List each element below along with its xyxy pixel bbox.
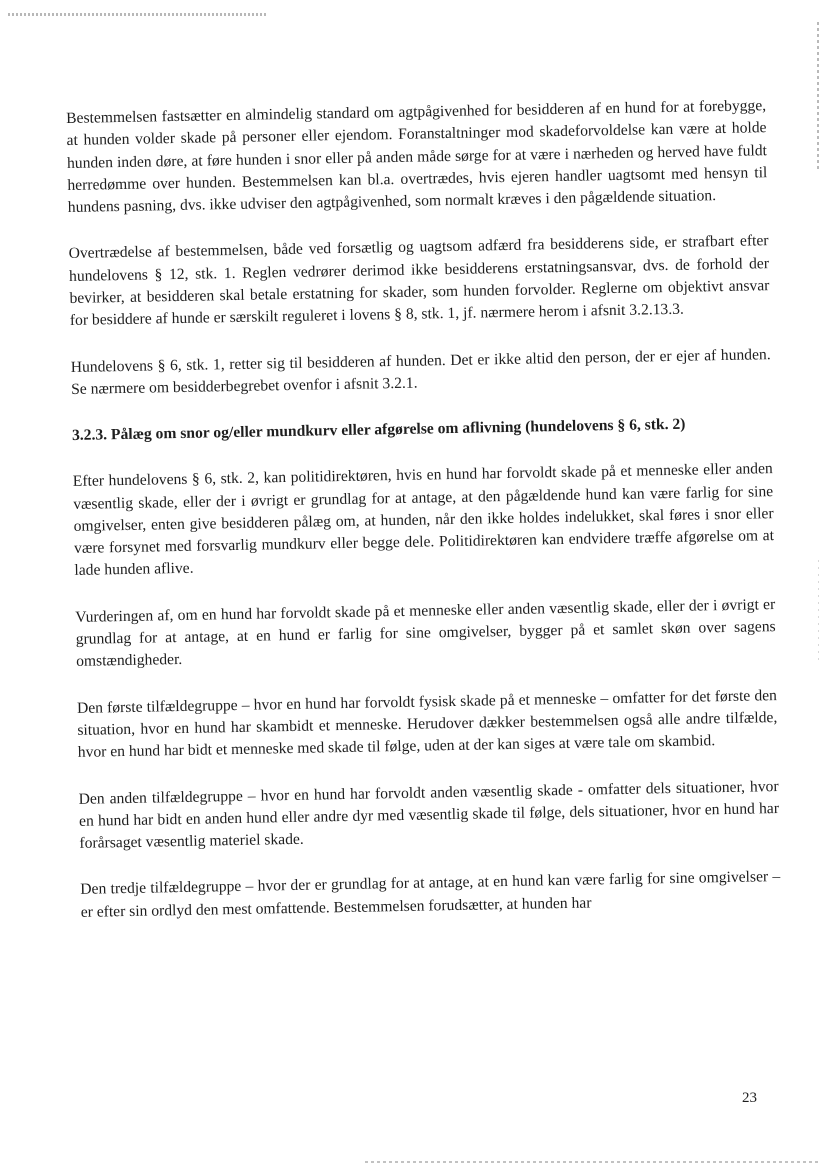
paragraph-possessor-definition: Hundelovens § 6, stk. 1, retter sig til besidderen af hunden. Det er ikke altid den person, der er ejer af hunden. Se nærmere om besidderbegrebet ovenfor i afsnit 3.2.1.	[70, 345, 771, 398]
paragraph-first-case-group: Den første tilfældegruppe – hvor en hund har forvoldt fysisk skade på et menneske – omfatter for det første den situation, hvor en hund har skambidt et menneske. Herudover dækker bestemmelsen også alle andre tilfælde, hvor en hund har bidt et menneske med skade til følge, uden at der kan siges at være tale om skambid.	[76, 686, 778, 762]
paragraph-police-authority: Efter hundelovens § 6, stk. 2, kan politidirektøren, hvis en hund har forvoldt skade på et menneske eller anden væsentlig skade, eller der i øvrigt er grundlag for at antage, at den pågældende hund kan være farlig for sine omgivelser, enten give besidderen pålæg om, at hunden, når den ikke holdes indelukket, skal føres i snor eller være forsynet med forsvarlig mundkurv eller begge dele. Politidirektøren kan endvidere træffe afgørelse om at lade hunden aflive.	[72, 460, 775, 580]
scan-artifact-right-lower	[818, 560, 819, 660]
page-number: 23	[742, 1090, 757, 1106]
section-heading: 3.2.3. Pålæg om snor og/eller mundkurv eller afgørelse om aflivning (hundelovens § 6, stk. 2)	[71, 415, 686, 445]
paragraph-standard-of-care: Bestemmelsen fastsætter en almindelig standard om agtpågivenhed for besidderen af en hund for at forebygge, at hunden volder skade på personer eller ejendom. Foranstaltninger mod skadeforvoldelse kan være at holde hunden inden døre, at føre hunden i snor eller på anden måde sørge for at være i nærheden og herved have fuldt herredømme over hunden. Bestemmelsen kan bl.a. overtrædes, hvis ejeren handler uagtsomt med hensyn til hundens pasning, dvs. ikke udviser den agtpågivenhed, som normalt kræves i den pågældende situation.	[66, 97, 768, 217]
paragraph-violation-penalty: Overtrædelse af bestemmelsen, både ved forsætlig og uagtsom adfærd fra besidderens side, er strafbart efter hundelovens § 12, stk. 1. Reglen vedrører derimod ikke besidderens erstatningsansvar, dvs. de forhold der bevirker, at besidderen skal betale erstatning for skader, som hunden forvolder. Reglerne om objektivt ansvar for besiddere af hunde er særskilt reguleret i lovens § 8, stk. 1, jf. nærmere herom i afsnit 3.2.13.3.	[68, 232, 770, 330]
paragraph-second-case-group: Den anden tilfældegruppe – hvor en hund har forvoldt anden væsentlig skade - omfatter dels situationer, hvor en hund har bidt en anden hund eller andre dyr med væsentlig skade til følge, dels situationer, hvor en hund har forårsaget væsentlig materiel skade.	[78, 777, 780, 853]
scan-artifact-right	[817, 22, 819, 172]
scan-artifact-bottom	[365, 1161, 820, 1163]
paragraph-third-case-group: Den tredje tilfældegruppe – hvor der er grundlag for at antage, at en hund kan være farlig for sine omgivelser – er efter sin ordlyd den mest omfattende. Bestemmelsen forudsætter, at hunden har	[80, 868, 781, 921]
page-body	[66, 95, 781, 948]
paragraph-assessment: Vurderingen af, om en hund har forvoldt skade på et menneske eller anden væsentlig skade, eller der i øvrigt er grundlag for at antage, at en hund er farlig for sine omgivelser, bygger på et samlet skøn over sagens omstændigheder.	[75, 595, 776, 671]
scan-artifact-top	[8, 13, 268, 16]
